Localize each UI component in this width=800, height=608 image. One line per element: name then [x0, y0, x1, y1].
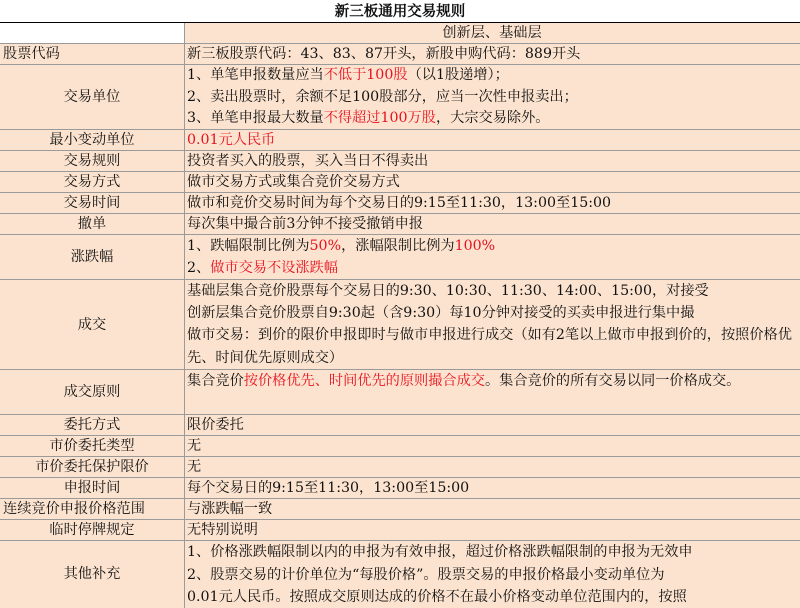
row-value-price-limit: 1、跌幅限制比例为50%，涨幅限制比例为100% 2、做市交易不设涨跌幅 [184, 235, 800, 280]
row-label-trading-unit: 交易单位 [0, 65, 184, 130]
row-divider [0, 540, 800, 541]
row-value-declare-time: 每个交易日的9:15至11:30，13:00至15:00 [184, 478, 800, 499]
row-value-stock-code: 新三板股票代码：43、83、87开头，新股申购代码：889开头 [184, 44, 800, 65]
row-divider [0, 456, 800, 457]
table-title: 新三板通用交易规则 [0, 0, 800, 23]
row-value-deal-line2: 创新层集合竞价股票自9:30起（含9:30）每10分钟对接受的买卖申报进行集中撮 [184, 302, 800, 324]
row-value-cancel: 每次集中撮合前3分钟不接受撤销申报 [184, 214, 800, 235]
row-value-deal-principle: 集合竞价按价格优先、时间优先的原则撮合成交。集合竞价的所有交易以同一价格成交。 [184, 370, 800, 415]
row-label-market-order-protect: 市价委托保护限价 [0, 457, 184, 478]
column-divider [184, 23, 185, 608]
row-label-market-order-type: 市价委托类型 [0, 436, 184, 457]
row-divider [0, 369, 800, 370]
column-header: 创新层、基础层 [184, 23, 800, 44]
row-label-continuous-range: 连续竞价申报价格范围 [0, 499, 184, 520]
row-label-deal-principle: 成交原则 [0, 370, 184, 415]
row-value-deal-line3: 做市交易：到价的限价申报即时与做市申报进行成交（如有2笔以上做市申报到价的，按照价格优先、时间优先原则成交） [184, 324, 800, 370]
row-divider [0, 64, 800, 65]
row-divider [0, 477, 800, 478]
row-value-continuous-range: 与涨跌幅一致 [184, 499, 800, 520]
row-divider [0, 435, 800, 436]
row-value-trading-time: 做市和竞价交易时间为每个交易日的9:15至11:30，13:00至15:00 [184, 193, 800, 214]
row-label-min-tick: 最小变动单位 [0, 130, 184, 151]
row-divider [0, 43, 800, 44]
row-divider [0, 414, 800, 415]
row-divider [0, 498, 800, 499]
row-divider [0, 129, 800, 130]
row-value-deal-line1: 基础层集合竞价股票每个交易日的9:30、10:30、11:30、14:00、15:00，对接受 [184, 280, 800, 302]
row-label-deal: 成交 [0, 280, 184, 370]
row-divider [0, 234, 800, 235]
row-divider [0, 150, 800, 151]
row-value-trading-rule: 投资者买入的股票，买入当日不得卖出 [184, 151, 800, 172]
row-value-market-order-protect: 无 [184, 457, 800, 478]
row-divider [0, 213, 800, 214]
row-value-market-order-type: 无 [184, 436, 800, 457]
row-label-price-limit: 涨跌幅 [0, 235, 184, 280]
row-value-trading-method: 做市交易方式或集合竞价交易方式 [184, 172, 800, 193]
row-label-order-type: 委托方式 [0, 415, 184, 436]
row-label-declare-time: 申报时间 [0, 478, 184, 499]
row-label-stock-code: 股票代码 [0, 44, 184, 65]
row-value-trading-unit: 1、单笔申报数量应当不低于100股（以1股递增）； 2、卖出股票时，余额不足100股部分，应当一次性申报卖出； 3、单笔申报最大数量不得超过100万股，大宗交易除外。 [184, 65, 800, 130]
row-value-halt: 无特别说明 [184, 520, 800, 541]
row-label-trading-time: 交易时间 [0, 193, 184, 214]
row-divider [0, 279, 800, 280]
row-label-cancel: 撤单 [0, 214, 184, 235]
row-label-halt: 临时停牌规定 [0, 520, 184, 541]
row-label-other: 其他补充 [0, 541, 184, 608]
row-label-trading-rule: 交易规则 [0, 151, 184, 172]
row-divider [0, 171, 800, 172]
row-divider [0, 192, 800, 193]
row-divider [0, 519, 800, 520]
row-value-min-tick: 0.01元人民币 [184, 130, 800, 151]
row-value-other: 1、价格涨跌幅限制以内的申报为有效申报，超过价格涨跌幅限制的申报为无效申 2、股票交易的计价单位为“每股价格”。股票交易的申报价格最小变动单位为 0.01元人民币。按照成交原则达成的价格不在最小价格变动单位范围内的，按照 [184, 541, 800, 608]
row-value-order-type: 限价委托 [184, 415, 800, 436]
row-label-trading-method: 交易方式 [0, 172, 184, 193]
